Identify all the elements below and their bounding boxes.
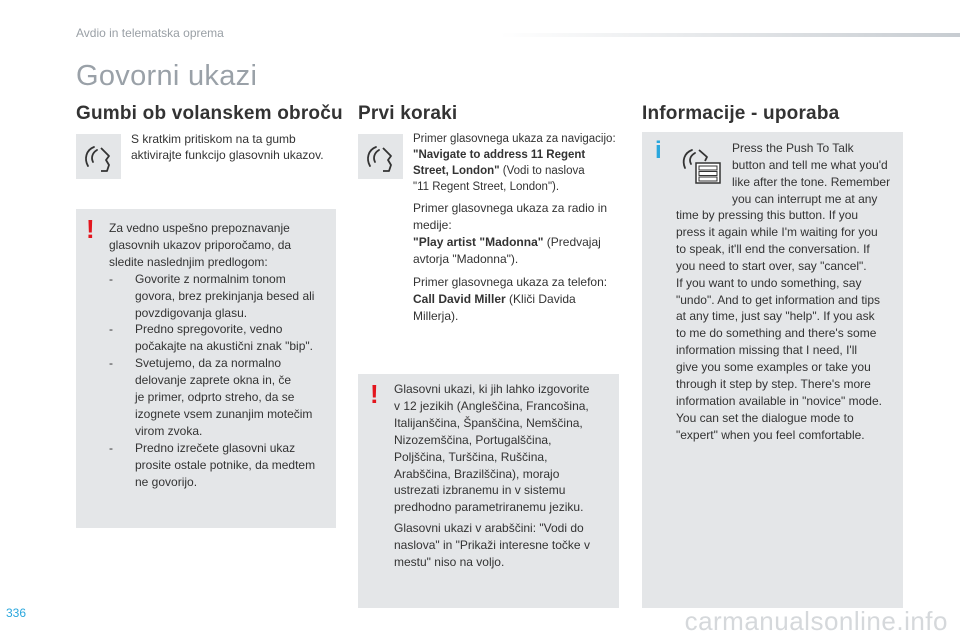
heading-first-steps: Prvi koraki	[358, 103, 458, 124]
push-to-talk-icon	[678, 142, 724, 188]
phone-example: Primer glasovnega ukaza za telefon: Call David Miller (Kliči Davida Millerja).	[413, 275, 608, 323]
tip-item: - Svetujemo, da za normalno delovanje zaprete okna in, če je primer, odprto streho, da se izognete vsem zunanjim motečim virom zvoka.	[109, 356, 313, 438]
heading-info-usage: Informacije - uporaba	[642, 103, 840, 124]
heading-steering-buttons: Gumbi ob volanskem obroču	[76, 103, 343, 124]
voice-command-icon	[361, 138, 401, 178]
tip-item: - Govorite z normalnim tonom govora, brez prekinjanja besed ali povzdigovanja glasu.	[109, 271, 315, 320]
tip-item: - Predno izrečete glasovni ukaz prosite ostale potnike, da medtem ne govorijo.	[109, 440, 316, 489]
info-text-long: time by pressing this button. If you press it again while I'm waiting for you to speak, it'll end the conversation. If you need to start over, say "cancel". If you want to undo something, say "undo". And to get information and tips at any time, just say "help". If you ask to me do something and there's some information missing that I need, I'll give you some examples or take you through it step by step. There's more information available in "novice" mode. You can set the dialogue mode to "expert" when you feel comfortable.	[676, 208, 882, 442]
section-header: Avdio in telematska oprema	[76, 26, 224, 40]
page-title: Govorni ukazi	[76, 60, 258, 92]
voice-command-icon	[79, 138, 119, 178]
steering-intro: S kratkim pritiskom na ta gumb aktivirajte funkcijo glasovnih ukazov.	[131, 132, 324, 162]
info-icon: i	[655, 137, 662, 164]
languages-note: Glasovni ukazi, ki jih lahko izgovorite v 12 jezikih (Angleščina, Francošina, Italijanščina, Španščina, Nemščina, Nizozemščina, Portugalščina, Poljščina, Turščina, Ruščina, Arabščina, Brazilščina), morajo ustrezati izbranemu in v sistemu predhodno parametriranemu jeziku.	[394, 382, 590, 515]
nav-example: Primer glasovnega ukaza za navigacijo: "Navigate to address 11 Regent Street, London" (Vodi to naslova "11 Regent Street, London").	[413, 133, 616, 193]
header-rule	[500, 33, 960, 37]
watermark: carmanualsonline.info	[684, 606, 948, 636]
info-text-short: Press the Push To Talk button and tell me what you'd like after the tone. Remember you can interrupt me at any	[732, 141, 891, 206]
tip-item: - Predno spregovorite, vedno počakajte na akustični znak "bip".	[109, 322, 313, 354]
warning-icon: !	[370, 379, 379, 409]
tips-list: Za vedno uspešno prepoznavanje glasovnih ukazov priporočamo, da sledite naslednjim predlogom: - Govorite z normalnim tonom govora, brez prekinjanja besed ali povzdigovanja glasu. - Predno spregovorite, vedno počakajte na akustični znak "bip". - Svetujemo, da za normalno delovanje zaprete okna in, če je primer, odprto streho, da se izognete vsem zunanjim motečim virom zvoka. - Predno izrečete glasovni ukaz prosite ostale potnike, da medtem ne govorijo.	[109, 220, 334, 491]
arabic-note: Glasovni ukazi v arabščini: "Vodi do naslova" in "Prikaži interesne točke v mestu" niso na voljo.	[394, 521, 590, 569]
warning-icon: !	[86, 214, 95, 244]
radio-example: Primer glasovnega ukaza za radio in medije: "Play artist "Madonna" (Predvajaj avtorja "Madonna").	[413, 201, 608, 266]
page-number: 336	[6, 606, 27, 620]
